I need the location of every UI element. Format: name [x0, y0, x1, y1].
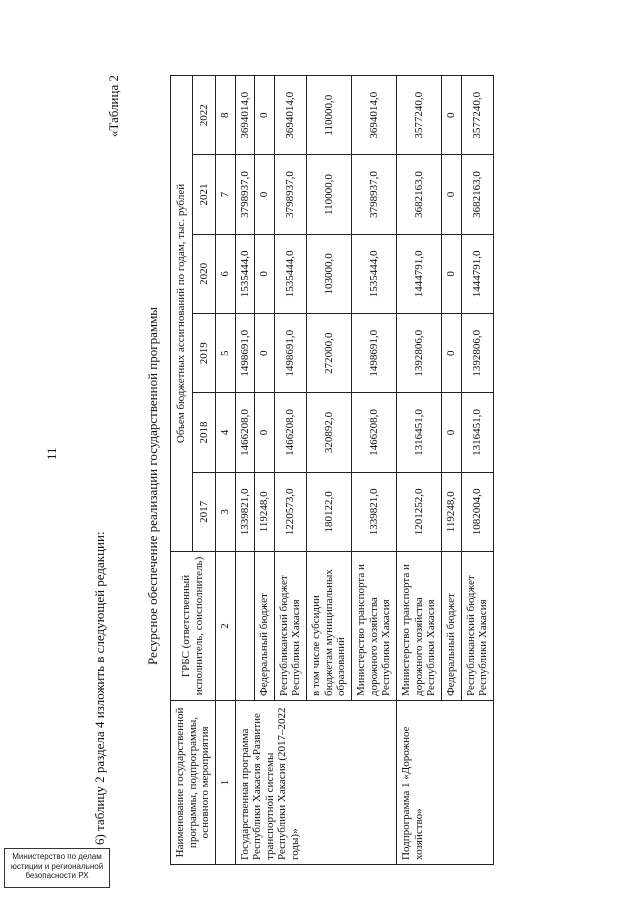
column-index: 3: [215, 472, 235, 551]
budget-value-cell: 0: [441, 234, 461, 313]
header-year: 2020: [193, 234, 215, 313]
budget-value-cell: 320892,0: [307, 393, 352, 472]
budget-value-cell: 3694014,0: [235, 76, 255, 155]
budget-value-cell: 1466208,0: [274, 393, 306, 472]
column-index: 4: [215, 393, 235, 472]
budget-value-cell: 1316451,0: [461, 393, 493, 472]
header-name: Наименование государственной программы, подпрограммы, основного мероприятия: [171, 701, 216, 865]
program-name-cell: Подпрограмма 1 «Дорожное хозяйство»: [396, 701, 493, 865]
header-year: 2017: [193, 472, 215, 551]
budget-value-cell: 1535444,0: [235, 234, 255, 313]
budget-value-cell: 0: [255, 393, 275, 472]
budget-value-cell: 1339821,0: [235, 472, 255, 551]
budget-value-cell: 1201252,0: [396, 472, 441, 551]
budget-value-cell: 272000,0: [307, 314, 352, 393]
budget-value-cell: 3577240,0: [396, 76, 441, 155]
budget-value-cell: 119248,0: [255, 472, 275, 551]
program-name-cell: Государственная программа Республики Хакасия «Развитие транспортной системы Республики Хакасия (2017–2022 годы)»: [235, 701, 396, 865]
budget-value-cell: 0: [441, 393, 461, 472]
grbs-cell: Республиканский бюджет Республики Хакасия: [461, 552, 493, 701]
budget-value-cell: 1498691,0: [235, 314, 255, 393]
budget-value-cell: 110000,0: [307, 76, 352, 155]
budget-value-cell: 1082004,0: [461, 472, 493, 551]
registration-stamp: [4, 848, 110, 888]
budget-value-cell: 3694014,0: [352, 76, 397, 155]
grbs-cell: Республиканский бюджет Республики Хакасия: [274, 552, 306, 701]
budget-value-cell: 1392806,0: [396, 314, 441, 393]
column-index: 1: [215, 701, 235, 865]
column-index: 8: [215, 76, 235, 155]
page-number: 11: [44, 447, 59, 460]
budget-value-cell: 1535444,0: [352, 234, 397, 313]
grbs-cell: [235, 552, 255, 701]
budget-value-cell: 0: [441, 76, 461, 155]
budget-value-cell: 1444791,0: [461, 234, 493, 313]
budget-value-cell: 1498691,0: [274, 314, 306, 393]
budget-value-cell: 103000,0: [307, 234, 352, 313]
budget-value-cell: 1339821,0: [352, 472, 397, 551]
budget-value-cell: 0: [255, 314, 275, 393]
budget-value-cell: 1466208,0: [352, 393, 397, 472]
table-row: [235, 76, 255, 865]
budget-value-cell: 0: [255, 155, 275, 234]
header-year: 2022: [193, 76, 215, 155]
column-index: 7: [215, 155, 235, 234]
budget-value-cell: 1498691,0: [352, 314, 397, 393]
header-year: 2019: [193, 314, 215, 393]
header-budget: Объем бюджетных ассигнований по годам, тыс. рублей: [171, 76, 193, 552]
grbs-cell: Федеральный бюджет: [255, 552, 275, 701]
budget-value-cell: 3682163,0: [396, 155, 441, 234]
budget-value-cell: 1444791,0: [396, 234, 441, 313]
stamp-line: безопасности РХ: [25, 871, 89, 881]
grbs-cell: в том числе субсидии бюджетам муниципальных образований: [307, 552, 352, 701]
resource-table: [170, 75, 494, 865]
table-label: «Таблица 2: [106, 75, 121, 138]
budget-value-cell: 0: [255, 76, 275, 155]
budget-value-cell: 119248,0: [441, 472, 461, 551]
budget-value-cell: 1316451,0: [396, 393, 441, 472]
budget-value-cell: 1220573,0: [274, 472, 306, 551]
budget-value-cell: 0: [255, 234, 275, 313]
budget-value-cell: 1535444,0: [274, 234, 306, 313]
table-title: Ресурсное обеспечение реализации государственной программы: [145, 306, 160, 665]
header-year: 2021: [193, 155, 215, 234]
column-index: 2: [215, 552, 235, 701]
stamp-line: Министерство по делам: [12, 852, 102, 861]
column-index: 5: [215, 314, 235, 393]
budget-value-cell: 3798937,0: [274, 155, 306, 234]
budget-value-cell: 180122,0: [307, 472, 352, 551]
grbs-cell: Федеральный бюджет: [441, 552, 461, 701]
document-sheet: [20, 35, 620, 865]
budget-value-cell: 3798937,0: [352, 155, 397, 234]
table-body: [235, 76, 493, 865]
budget-value-cell: 0: [441, 155, 461, 234]
budget-value-cell: 110000,0: [307, 155, 352, 234]
budget-value-cell: 1392806,0: [461, 314, 493, 393]
column-index: 6: [215, 234, 235, 313]
budget-value-cell: 3694014,0: [274, 76, 306, 155]
table-row: [396, 76, 441, 865]
budget-value-cell: 3798937,0: [235, 155, 255, 234]
budget-value-cell: 1466208,0: [235, 393, 255, 472]
header-grbs: ГРБС (ответственный исполнитель, соисполнитель): [171, 552, 216, 701]
stamp-line: юстиции и региональной: [10, 861, 104, 871]
budget-value-cell: 3577240,0: [461, 76, 493, 155]
budget-value-cell: 3682163,0: [461, 155, 493, 234]
intro-text: 6) таблицу 2 раздела 4 изложить в следующей редакции:: [92, 531, 107, 845]
grbs-cell: Министерство транспорта и дорожного хозяйства Республики Хакасия: [352, 552, 397, 701]
grbs-cell: Министерство транспорта и дорожного хозяйства Республики Хакасия: [396, 552, 441, 701]
budget-value-cell: 0: [441, 314, 461, 393]
header-year: 2018: [193, 393, 215, 472]
